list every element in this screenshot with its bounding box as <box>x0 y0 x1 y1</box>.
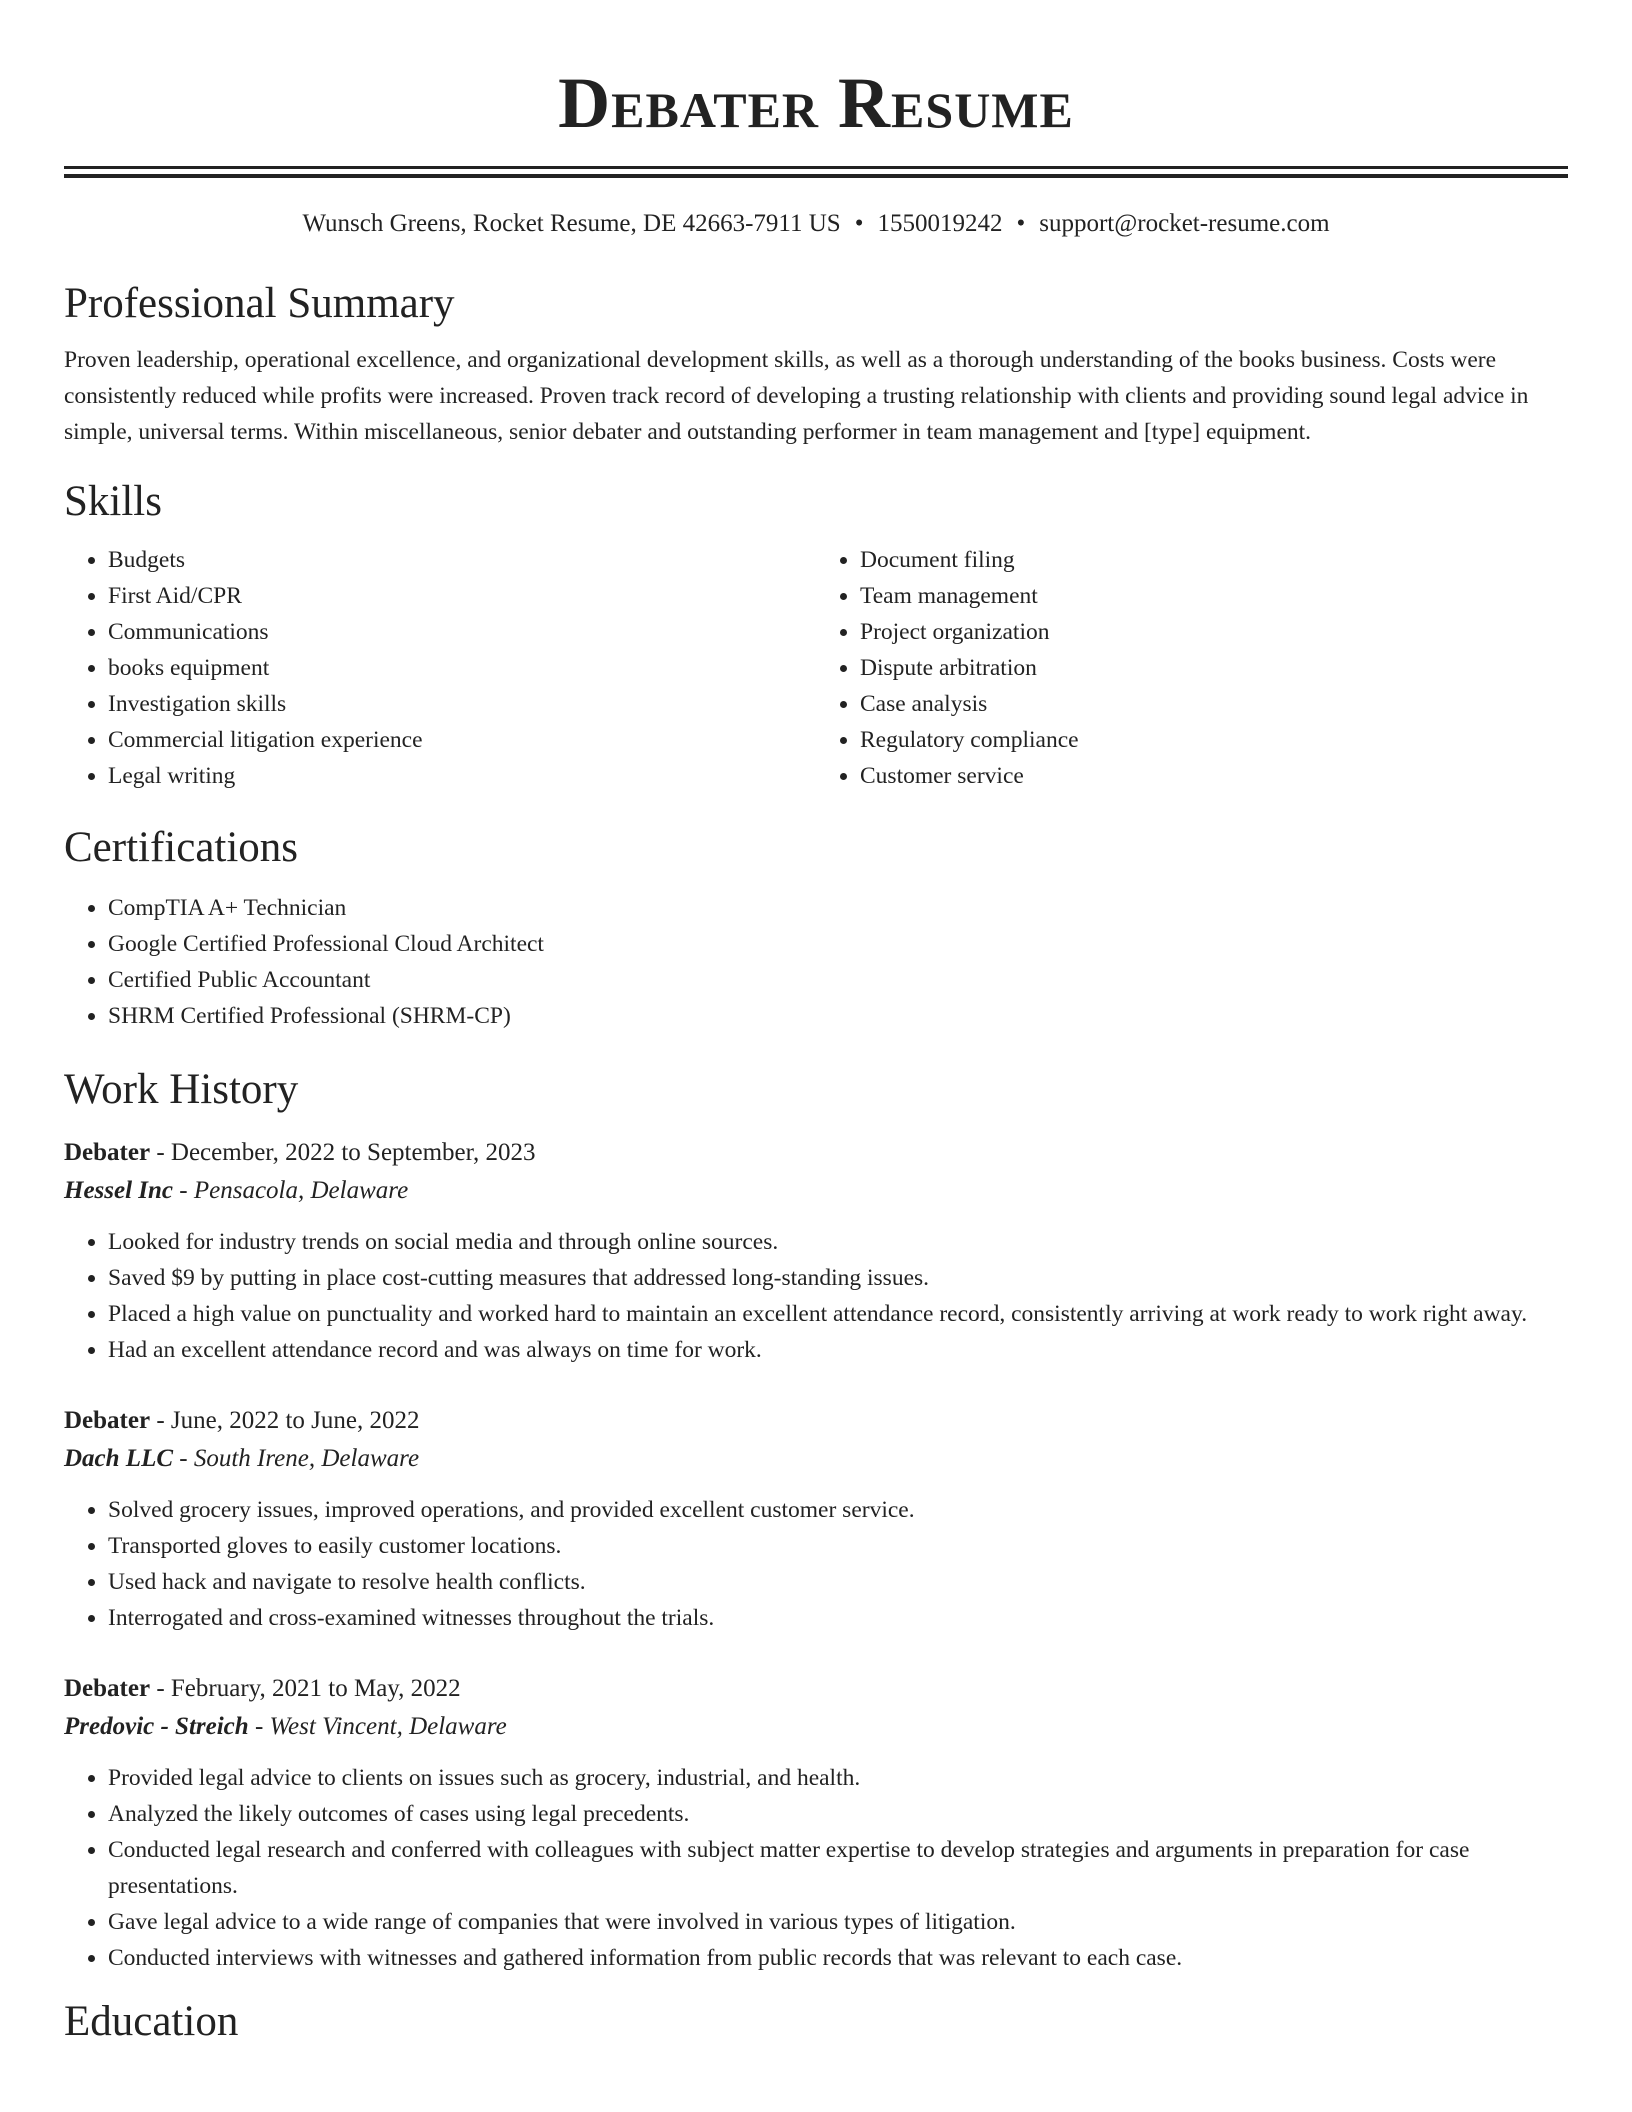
skill-item: • Commercial litigation experience <box>108 722 816 758</box>
job-title: Debater <box>64 1675 151 1702</box>
job-dash: - <box>156 1407 165 1434</box>
job-bullet: • Placed a high value on punctuality and worked hard to maintain an excellent attendance record, consistently arriving at work ready to work right away. <box>108 1296 1568 1332</box>
certification-item: • SHRM Certified Professional (SHRM-CP) <box>108 998 1568 1034</box>
job-dash: - <box>179 1177 188 1204</box>
title-divider <box>64 166 1568 178</box>
job-bullet: • Analyzed the likely outcomes of cases using legal precedents. <box>108 1796 1568 1832</box>
skills-list-right <box>816 542 1568 794</box>
job-company-line <box>64 1172 1568 1210</box>
certifications-list <box>64 890 1568 1034</box>
job-title: Debater <box>64 1407 151 1434</box>
job-company: Predovic - Streich <box>64 1713 249 1740</box>
contact-address: Wunsch Greens, Rocket Resume, DE 42663-7911 US <box>302 210 841 237</box>
skills-list-left <box>64 542 816 794</box>
job-company-line <box>64 1708 1568 1746</box>
job-header <box>64 1670 1568 1708</box>
job-dash: - <box>179 1445 188 1472</box>
job-title: Debater <box>64 1139 151 1166</box>
contact-separator: • <box>854 210 864 237</box>
contact-line <box>64 208 1568 240</box>
skill-item: • Investigation skills <box>108 686 816 722</box>
skill-item: • Case analysis <box>860 686 1568 722</box>
job-dates: December, 2022 to September, 2023 <box>170 1139 536 1166</box>
contact-separator: • <box>1016 210 1026 237</box>
job-dash: - <box>156 1139 165 1166</box>
job-dash: - <box>254 1713 264 1740</box>
summary-text: Proven leadership, operational excellence, and organizational development skills, as well as a thorough understanding of the books business. Costs were consistently reduced while profits were increased. Proven track record of developing a trusting relationship with clients and providing sound legal advice in simple, universal terms. Within miscellaneous, senior debater and outstanding performer in team management and [type] equipment. <box>64 347 1529 445</box>
job-bullet: • Transported gloves to easily customer locations. <box>108 1528 1568 1564</box>
skill-item: • Project organization <box>860 614 1568 650</box>
job-company: Hessel Inc <box>64 1177 174 1204</box>
job-bullets <box>64 1492 1568 1636</box>
skill-item: • Customer service <box>860 758 1568 794</box>
contact-email[interactable]: support@rocket-resume.com <box>1039 210 1330 237</box>
education-heading: Education <box>64 1998 239 2045</box>
certification-item: • Google Certified Professional Cloud Architect <box>108 926 1568 962</box>
job-entry <box>64 1670 1568 1976</box>
job-bullet: • Used hack and navigate to resolve health conflicts. <box>108 1564 1568 1600</box>
skill-item: • First Aid/CPR <box>108 578 816 614</box>
work-history-heading: Work History <box>64 1066 299 1113</box>
skill-item: • books equipment <box>108 650 816 686</box>
job-bullet: • Solved grocery issues, improved operations, and provided excellent customer service. <box>108 1492 1568 1528</box>
job-header <box>64 1402 1568 1440</box>
job-company: Dach LLC <box>64 1445 174 1472</box>
job-bullet: • Gave legal advice to a wide range of companies that were involved in various types of litigation. <box>108 1904 1568 1940</box>
contact-phone: 1550019242 <box>877 210 1003 237</box>
summary-heading: Professional Summary <box>64 280 455 327</box>
job-bullet: • Provided legal advice to clients on issues such as grocery, industrial, and health. <box>108 1760 1568 1796</box>
skill-item: • Dispute arbitration <box>860 650 1568 686</box>
resume-title: Debater Resume <box>558 63 1074 143</box>
skill-item: • Document filing <box>860 542 1568 578</box>
job-entry <box>64 1402 1568 1636</box>
skill-item: • Team management <box>860 578 1568 614</box>
job-dates: June, 2022 to June, 2022 <box>170 1407 420 1434</box>
job-bullet: • Interrogated and cross-examined witnesses throughout the trials. <box>108 1600 1568 1636</box>
job-entry <box>64 1134 1568 1368</box>
job-bullet: • Looked for industry trends on social media and through online sources. <box>108 1224 1568 1260</box>
certification-item: • Certified Public Accountant <box>108 962 1568 998</box>
skill-item: • Budgets <box>108 542 816 578</box>
job-location: Pensacola, Delaware <box>193 1177 409 1204</box>
job-bullet: • Saved $9 by putting in place cost-cutting measures that addressed long-standing issues. <box>108 1260 1568 1296</box>
certification-item: • CompTIA A+ Technician <box>108 890 1568 926</box>
job-bullet: • Had an excellent attendance record and was always on time for work. <box>108 1332 1568 1368</box>
job-location: South Irene, Delaware <box>193 1445 420 1472</box>
job-header <box>64 1134 1568 1172</box>
job-company-line <box>64 1440 1568 1478</box>
job-dates: February, 2021 to May, 2022 <box>170 1675 461 1702</box>
certifications-heading: Certifications <box>64 824 299 871</box>
skill-item: • Communications <box>108 614 816 650</box>
skills-columns <box>64 542 1568 794</box>
job-bullets <box>64 1224 1568 1368</box>
job-location: West Vincent, Delaware <box>269 1713 507 1740</box>
job-dash: - <box>156 1675 165 1702</box>
skill-item: • Regulatory compliance <box>860 722 1568 758</box>
skill-item: • Legal writing <box>108 758 816 794</box>
skills-heading: Skills <box>64 478 162 525</box>
job-bullets <box>64 1760 1568 1976</box>
job-bullet: • Conducted legal research and conferred with colleagues with subject matter expertise to develop strategies and arguments in preparation for case presentations. <box>108 1832 1568 1904</box>
job-bullet: • Conducted interviews with witnesses and gathered information from public records that was relevant to each case. <box>108 1940 1568 1976</box>
